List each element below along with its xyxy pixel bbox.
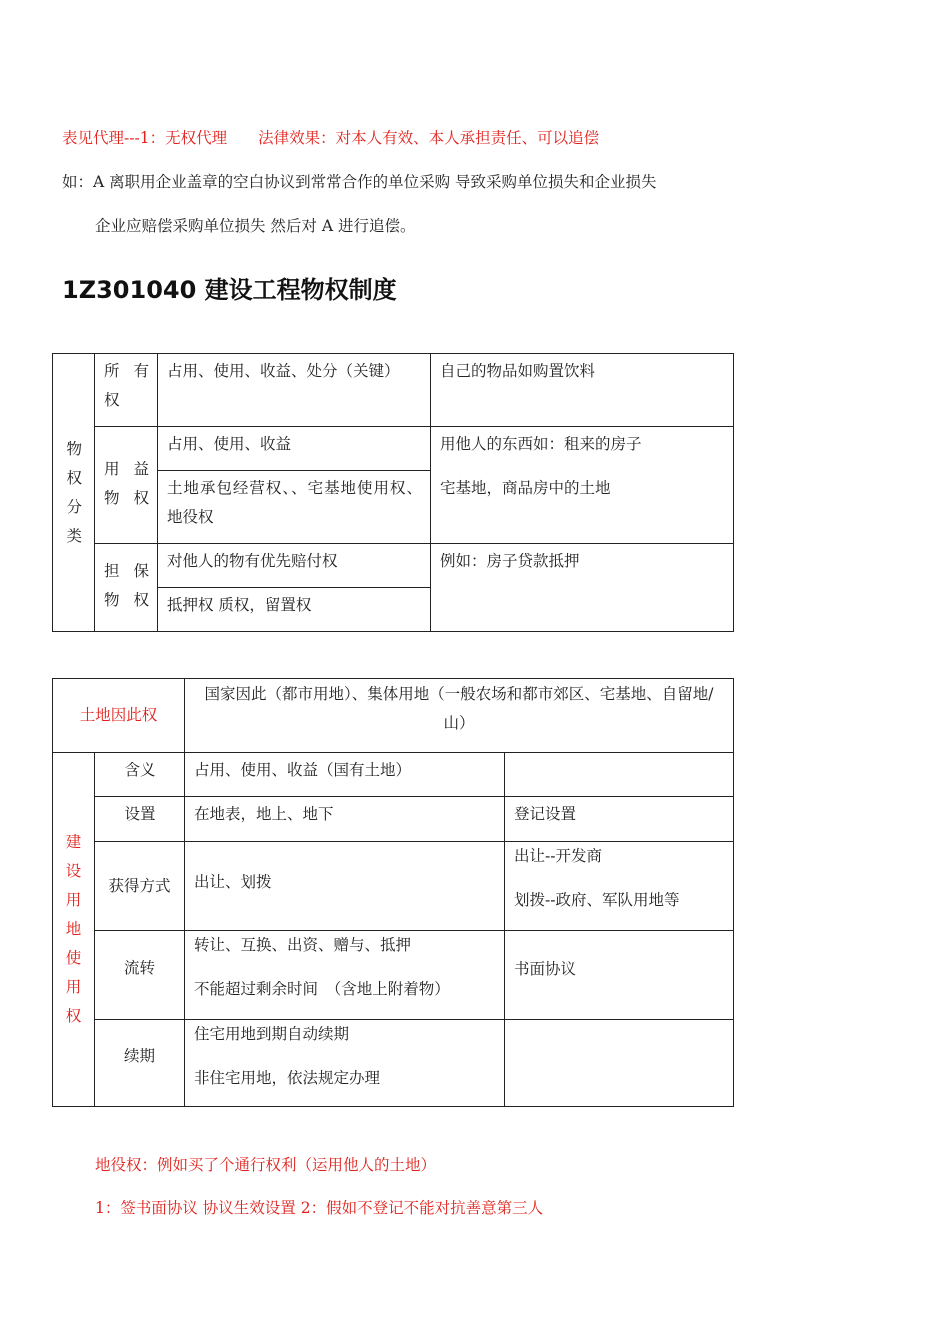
type-ownership: 所有权 <box>95 354 158 427</box>
row-label-meaning: 含义 <box>95 753 185 797</box>
row-content-acquire: 出让、划拨 <box>185 842 505 931</box>
row-content-meaning: 占用、使用、收益（国有土地） <box>185 753 505 797</box>
example-usufruct-1: 用他人的东西如：租来的房子 <box>440 435 642 453</box>
section-heading: 1Z301040 建设工程物权制度 <box>62 276 397 304</box>
row-content-transfer-1: 转让、互换、出资、赠与、抵押 <box>194 936 412 954</box>
content-usufruct-1: 占用、使用、收益 <box>158 427 431 471</box>
land-title-desc: 国家因此（都市用地）、集体用地（一般农场和都市郊区、宅基地、自留地/山） <box>185 679 734 753</box>
example-usufruct <box>431 427 734 544</box>
intro-line-3: 企业应赔偿采购单位损失 然后对 A 进行追偿。 <box>95 217 416 235</box>
example-usufruct-2: 宅基地，商品房中的土地 <box>440 479 611 497</box>
land-title: 土地因此权 <box>53 679 185 753</box>
section-label: 建设用地使用权 <box>65 833 82 1025</box>
row-label-setup: 设置 <box>95 797 185 842</box>
type-usufruct: 用益物权 <box>95 427 158 544</box>
row-note-meaning <box>505 753 734 797</box>
row-note-setup: 登记设置 <box>505 797 734 842</box>
section-label-cell <box>53 753 95 1107</box>
intro-line-1: 表见代理---1：无权代理 法律效果：对本人有效、本人承担责任、可以追偿 <box>62 129 600 147</box>
example-security: 例如：房子贷款抵押 <box>431 544 734 632</box>
row-content-renewal-1: 住宅用地到期自动续期 <box>194 1025 350 1043</box>
type-security: 担保物权 <box>95 544 158 632</box>
footer-line-1: 地役权：例如买了个通行权利（运用他人的土地） <box>95 1156 437 1174</box>
category-cell <box>53 354 95 632</box>
row-content-transfer <box>185 931 505 1020</box>
row-note-renewal <box>505 1020 734 1107</box>
content-usufruct-2: 土地承包经营权、、宅基地使用权、地役权 <box>158 471 431 544</box>
content-security-1: 对他人的物有优先赔付权 <box>158 544 431 588</box>
content-ownership: 占用、使用、收益、处分（关键） <box>158 354 431 427</box>
row-content-setup: 在地表，地上、地下 <box>185 797 505 842</box>
row-note-acquire-1: 出让--开发商 <box>514 847 602 865</box>
row-note-acquire <box>505 842 734 931</box>
row-note-transfer: 书面协议 <box>505 931 734 1020</box>
category-label: 物权分类 <box>66 439 83 545</box>
row-label-transfer: 流转 <box>95 931 185 1020</box>
row-content-renewal <box>185 1020 505 1107</box>
intro-line-2: 如：A 离职用企业盖章的空白协议到常常合作的单位采购 导致采购单位损失和企业损失 <box>62 173 657 191</box>
content-security-2: 抵押权 质权，留置权 <box>158 588 431 632</box>
land-rights-table <box>52 678 734 1107</box>
row-content-renewal-2: 非住宅用地，依法规定办理 <box>194 1069 381 1087</box>
row-label-acquire: 获得方式 <box>95 842 185 931</box>
row-note-acquire-2: 划拨--政府、军队用地等 <box>514 891 680 909</box>
row-content-transfer-2: 不能超过剩余时间 （含地上附着物） <box>194 980 450 998</box>
example-ownership: 自己的物品如购置饮料 <box>431 354 734 427</box>
footer-line-2: 1：签书面协议 协议生效设置 2：假如不登记不能对抗善意第三人 <box>95 1199 544 1217</box>
row-label-renewal: 续期 <box>95 1020 185 1107</box>
property-classification-table <box>52 353 734 632</box>
